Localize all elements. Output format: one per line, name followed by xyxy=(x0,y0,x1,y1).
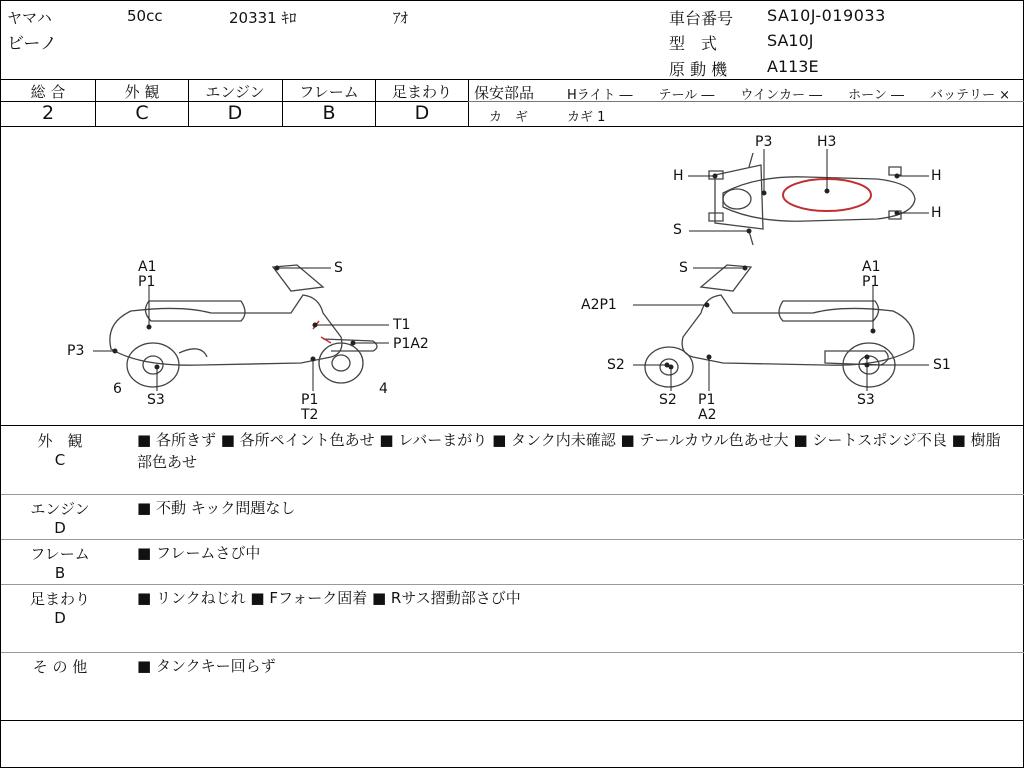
label-left-p1a2: P1A2 xyxy=(393,336,429,352)
section-text-suspension: ■ リンクねじれ ■ Fフォーク固着 ■ Rサス摺動部さび中 xyxy=(137,589,521,607)
label-right-s1: S1 xyxy=(933,357,951,373)
label-right-a2: A2 xyxy=(698,407,717,423)
label-top-h-right1: H xyxy=(931,168,942,184)
label-left-s: S xyxy=(334,260,343,276)
label-top-h3: H3 xyxy=(817,134,837,150)
divider xyxy=(1,584,1024,585)
section-text-frame: ■ フレームさび中 xyxy=(137,544,261,562)
displacement: 50cc xyxy=(127,7,163,25)
chassis-label: 車台番号 xyxy=(669,9,734,28)
chassis-value: SA10J-019033 xyxy=(767,6,886,25)
divider xyxy=(1,79,1024,80)
key-label: カ ギ xyxy=(489,110,529,125)
mileage: 20331 ｷﾛ xyxy=(229,9,297,27)
label-left-t1: T1 xyxy=(393,317,411,333)
engine-label: 原 動 機 xyxy=(669,60,728,79)
grade-label-overall: 総 合 xyxy=(30,83,66,101)
divider xyxy=(1,425,1024,426)
grade-label-exterior: 外 観 xyxy=(124,83,160,101)
label-left-a1: A1 xyxy=(138,259,157,275)
section-text-engine: ■ 不動 キック問題なし xyxy=(137,499,296,517)
section-label-frame: フレーム xyxy=(30,545,90,563)
safety-label: 保安部品 xyxy=(474,84,535,102)
label-top-h-right2: H xyxy=(931,205,942,221)
grade-value-exterior: C xyxy=(135,102,149,124)
label-top-h-left: H xyxy=(673,168,684,184)
section-grade-exterior: C xyxy=(54,451,66,469)
type-label: 型 式 xyxy=(669,34,718,53)
label-left-p1-bottom: P1 xyxy=(301,392,319,408)
grade-label-suspension: 足まわり xyxy=(391,83,452,101)
divider xyxy=(1,652,1024,653)
grade-value-frame: B xyxy=(322,102,336,124)
section-label-exterior: 外 観 xyxy=(37,432,83,450)
label-right-a2p1: A2P1 xyxy=(581,297,617,313)
label-left-p3: P3 xyxy=(67,343,85,359)
label-left-6: 6 xyxy=(113,381,122,397)
label-top-s: S xyxy=(673,222,682,238)
grade-label-frame: フレーム xyxy=(299,83,359,101)
section-text-exterior: ■ 各所きず ■ 各所ペイント色あせ ■ レバーまがり ■ タンク内未確認 ■ テールカウル色あせ大 ■ シートスポンジ不良 ■ 樹脂部色あせ xyxy=(137,431,1001,471)
section-grade-engine: D xyxy=(54,519,66,537)
divider xyxy=(1,494,1024,495)
key-value: カギ 1 xyxy=(567,110,606,125)
label-right-a1: A1 xyxy=(862,259,881,275)
label-right-s2-left: S2 xyxy=(607,357,625,373)
label-top-p3: P3 xyxy=(755,134,773,150)
label-right-s2-bottom: S2 xyxy=(659,392,677,408)
label-right-p1: P1 xyxy=(862,274,880,290)
label-left-4: 4 xyxy=(379,381,388,397)
section-grade-suspension: D xyxy=(54,609,66,627)
model-name: ビーノ xyxy=(7,34,57,54)
damage-mark xyxy=(321,337,331,343)
label-left-s3: S3 xyxy=(147,392,165,408)
section-label-suspension: 足まわり xyxy=(29,590,90,608)
section-label-other: そ の 他 xyxy=(32,658,88,676)
grade-value-suspension: D xyxy=(414,102,430,124)
grade-label-engine: エンジン xyxy=(205,83,265,101)
safety-items: Hライト ― テール ― ウインカー ― ホーン ― バッテリー × xyxy=(567,88,1011,103)
label-left-p1: P1 xyxy=(138,274,156,290)
color: ｱｵ xyxy=(393,9,409,27)
section-text-other: ■ タンクキー回らず xyxy=(137,657,276,675)
divider xyxy=(1,539,1024,540)
label-right-s: S xyxy=(679,260,688,276)
section-label-engine: エンジン xyxy=(30,500,90,518)
label-left-t2: T2 xyxy=(301,407,319,423)
label-right-s3: S3 xyxy=(857,392,875,408)
divider xyxy=(1,720,1024,721)
label-right-p1-bottom: P1 xyxy=(698,392,716,408)
type-value: SA10J xyxy=(767,31,814,50)
section-grade-frame: B xyxy=(54,564,66,582)
grade-value-overall: 2 xyxy=(41,102,55,124)
grade-value-engine: D xyxy=(227,102,243,124)
engine-value: A113E xyxy=(767,57,819,76)
maker: ヤマハ xyxy=(7,9,52,27)
